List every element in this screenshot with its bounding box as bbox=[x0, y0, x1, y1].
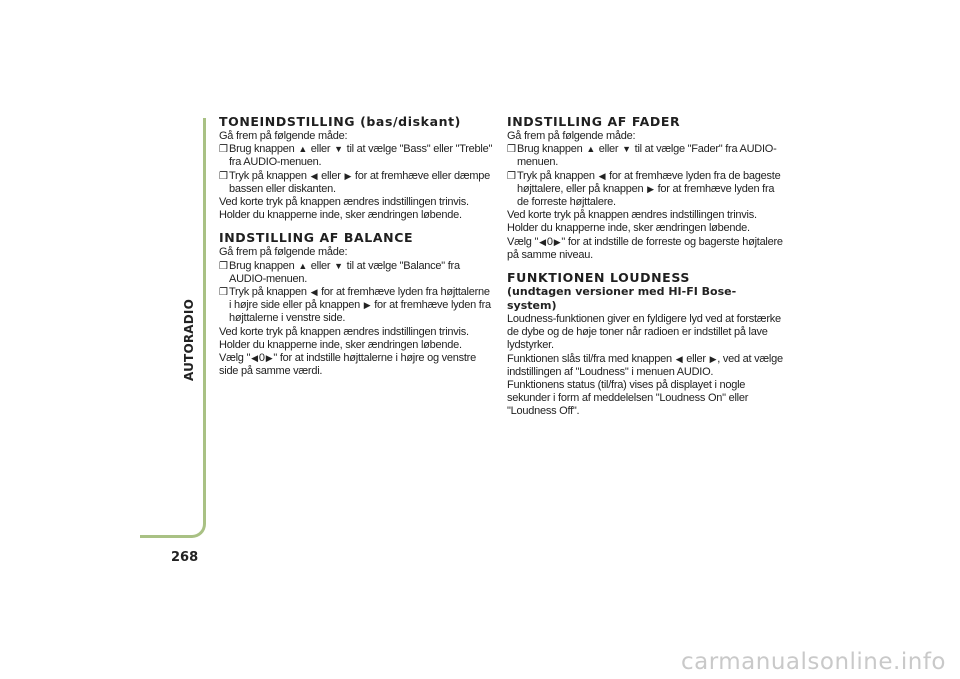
checkbox-bullet-icon: ❒ bbox=[507, 144, 516, 156]
checkbox-bullet-icon: ❒ bbox=[219, 260, 228, 272]
loudness-status-note: Funktionens status (til/fra) vises på displayet i nogle sekunder i form af meddelelsen "Loudness On" eller "Loudness Off". bbox=[507, 379, 749, 418]
section-title-balance: INDSTILLING AF BALANCE bbox=[219, 230, 414, 246]
checkbox-bullet-icon: ❒ bbox=[507, 170, 516, 182]
arrow-right-icon: ▶ bbox=[553, 236, 561, 247]
arrow-right-icon: ▶ bbox=[344, 170, 352, 181]
arrow-right-icon: ▶ bbox=[265, 353, 273, 364]
tone-step-2: ❒ Tryk på knappen ◀ eller ▶ for at fremhæve eller dæmpe bassen eller diskanten. bbox=[219, 169, 491, 195]
chapter-label: AUTORADIO bbox=[182, 298, 196, 382]
fader-note: Ved korte tryk på knappen ændres indstillingen trinvis. Holder du knapperne inde, sker ændringen løbende. bbox=[507, 209, 757, 235]
section-title-fader: INDSTILLING AF FADER bbox=[507, 114, 681, 129]
arrow-down-icon: ▼ bbox=[334, 260, 343, 271]
tone-note: Ved korte tryk på knappen ændres indstillingen trinvis. Holder du knapperne inde, sker ændringen løbende. bbox=[219, 196, 469, 222]
right-column bbox=[507, 114, 783, 419]
section-title-tone: TONEINDSTILLING (bas/diskant) bbox=[219, 114, 461, 129]
chapter-sidebar-frame bbox=[140, 118, 206, 538]
loudness-toggle-note: Funktionen slås til/fra med knappen ◀ eller ▶, ved at vælge indstillingen af "Loudness" i menuen AUDIO. bbox=[507, 352, 783, 378]
loudness-subtitle: (undtagen versioner med HI-FI Bose-system) bbox=[507, 285, 737, 313]
arrow-left-icon: ◀ bbox=[539, 236, 546, 247]
arrow-right-icon: ▶ bbox=[647, 183, 654, 194]
fader-step-1: ❒ Brug knappen ▲ eller ▼ til at vælge "Fader" fra AUDIO-menuen. bbox=[507, 143, 777, 169]
arrow-left-icon: ◀ bbox=[251, 353, 258, 364]
fader-intro: Gå frem på følgende måde: bbox=[507, 130, 636, 142]
arrow-up-icon: ▲ bbox=[586, 144, 595, 155]
arrow-up-icon: ▲ bbox=[298, 260, 307, 271]
balance-center-note: Vælg "◀0▶" for at indstille højttalerne i højre og venstre side på samme værdi. bbox=[219, 352, 476, 378]
checkbox-bullet-icon: ❒ bbox=[219, 170, 228, 182]
arrow-down-icon: ▼ bbox=[622, 144, 631, 155]
watermark: carmanualsonline.info bbox=[680, 649, 946, 675]
left-column bbox=[219, 114, 493, 378]
checkbox-bullet-icon: ❒ bbox=[219, 287, 228, 299]
arrow-left-icon: ◀ bbox=[675, 353, 683, 364]
page-number: 268 bbox=[171, 550, 199, 565]
tone-intro: Gå frem på følgende måde: bbox=[219, 130, 348, 142]
arrow-right-icon: ▶ bbox=[363, 300, 371, 311]
arrow-left-icon: ◀ bbox=[598, 170, 606, 181]
arrow-left-icon: ◀ bbox=[310, 287, 318, 298]
section-title-loudness: FUNKTIONEN LOUDNESS bbox=[507, 270, 690, 286]
fader-center-note: Vælg "◀0▶" for at indstille de forreste og bagerste højtalere på samme niveau. bbox=[507, 235, 783, 261]
arrow-down-icon: ▼ bbox=[334, 144, 343, 155]
fader-step-2: ❒ Tryk på knappen ◀ for at fremhæve lyden fra de bageste højttalere, eller på knappen ▶ for at fremhæve lyden fra de forreste højttalere. bbox=[507, 169, 781, 209]
arrow-up-icon: ▲ bbox=[298, 144, 307, 155]
balance-note: Ved korte tryk på knappen ændres indstillingen trinvis. Holder du knapperne inde, sker ændringen løbende. bbox=[219, 325, 469, 351]
balance-intro: Gå frem på følgende måde: bbox=[219, 246, 348, 259]
balance-step-2: ❒ Tryk på knappen ◀ for at fremhæve lyden fra højttalerne i højre side eller på knappen ▶ for at fremhæve lyden fra højttalerne i venstre side. bbox=[219, 286, 491, 325]
checkbox-bullet-icon: ❒ bbox=[219, 144, 228, 156]
tone-step-1: ❒ Brug knappen ▲ eller ▼ til at vælge "Bass" eller "Treble" fra AUDIO-menuen. bbox=[219, 143, 493, 169]
arrow-right-icon: ▶ bbox=[709, 353, 717, 364]
arrow-left-icon: ◀ bbox=[310, 170, 318, 181]
balance-step-1: ❒ Brug knappen ▲ eller ▼ til at vælge "Balance" fra AUDIO-menuen. bbox=[219, 259, 460, 285]
loudness-desc: Loudness-funktionen giver en fyldigere lyd ved at forstærke de dybe og de høje toner når radioen er indstillet på lave lydstyrker. bbox=[507, 313, 781, 352]
